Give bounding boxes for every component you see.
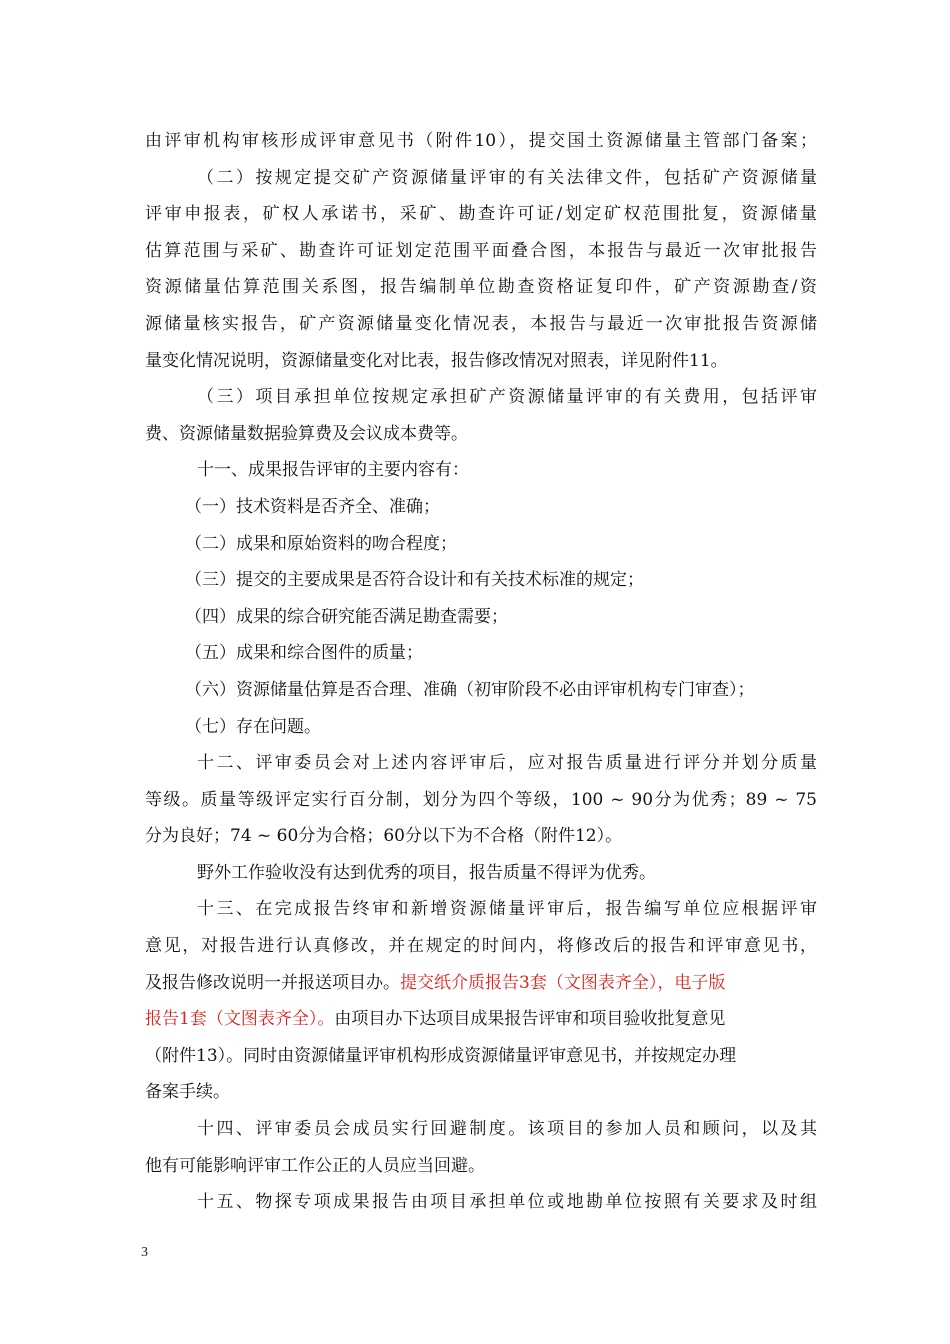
paragraph-line: 源储量核实报告，矿产资源储量变化情况表，本报告与最近一次审批报告资源储 (145, 313, 817, 334)
paragraph-line: 野外工作验收没有达到优秀的项目，报告质量不得评为优秀。 (197, 862, 656, 883)
paragraph-line: 他有可能影响评审工作公正的人员应当回避。 (145, 1155, 485, 1176)
paragraph-line: 十二、评审委员会对上述内容评审后，应对报告质量进行评分并划分质量 (197, 753, 817, 774)
paragraph-line (145, 1001, 817, 1038)
paragraph-line: 费、资源储量数据验算费及会议成本费等。 (145, 423, 468, 444)
list-item: （七）存在问题。 (185, 716, 321, 737)
paragraph-line: 分为良好；74 ~ 60分为合格；60分以下为不合格（附件12）。 (145, 826, 623, 847)
document-body (145, 123, 817, 1221)
paragraph-line (145, 965, 817, 1002)
list-item: （二）成果和原始资料的吻合程度； (185, 533, 457, 554)
paragraph-line: 估算范围与采矿、勘查许可证划定范围平面叠合图，本报告与最近一次审批报告 (145, 240, 817, 261)
paragraph-line: 评审申报表，矿权人承诺书，采矿、勘查许可证/划定矿权范围批复，资源储量 (145, 204, 817, 225)
paragraph-line: （二）按规定提交矿产资源储量评审的有关法律文件，包括矿产资源储量 (197, 167, 817, 188)
list-item: （一）技术资料是否齐全、准确； (185, 496, 440, 517)
plain-text: 由项目办下达项目成果报告评审和项目验收批复意见 (334, 1009, 726, 1030)
paragraph-line: 备案手续。 (145, 1082, 230, 1103)
paragraph-line: 等级。质量等级评定实行百分制，划分为四个等级，100 ~ 90分为优秀；89 ~ 75 (145, 789, 817, 810)
list-item: （五）成果和综合图件的质量； (185, 643, 423, 664)
paragraph-line: 十四、评审委员会成员实行回避制度。该项目的参加人员和顾问，以及其 (197, 1119, 817, 1140)
paragraph-line: （三）项目承担单位按规定承担矿产资源储量评审的有关费用，包括评审 (197, 387, 817, 408)
paragraph-line: 资源储量估算范围关系图，报告编制单位勘查资格证复印件，矿产资源勘查/资 (145, 277, 817, 298)
plain-text: 及报告修改说明一并报送项目办。 (145, 972, 400, 993)
paragraph-line: 十五、物探专项成果报告由项目承担单位或地勘单位按照有关要求及时组 (197, 1192, 817, 1213)
list-item: （六）资源储量估算是否合理、准确（初审阶段不必由评审机构专门审查）； (185, 679, 755, 700)
paragraph-line: 量变化情况说明，资源储量变化对比表，报告修改情况对照表，详见附件11。 (145, 350, 728, 371)
list-item: （四）成果的综合研究能否满足勘查需要； (185, 606, 508, 627)
paragraph-line: （附件13）。同时由资源储量评审机构形成资源储量评审意见书，并按规定办理 (145, 1045, 737, 1066)
section-heading: 十一、成果报告评审的主要内容有： (197, 460, 469, 481)
highlighted-text: 提交纸介质报告3套（文图表齐全），电子版 (400, 972, 726, 993)
paragraph-line: 十三、在完成报告终审和新增资源储量评审后，报告编写单位应根据评审 (197, 899, 817, 920)
paragraph-line: 意见，对报告进行认真修改，并在规定的时间内，将修改后的报告和评审意见书， (145, 936, 817, 957)
list-item: （三）提交的主要成果是否符合设计和有关技术标准的规定； (185, 570, 644, 591)
paragraph-line: 由评审机构审核形成评审意见书（附件10），提交国土资源储量主管部门备案； (145, 131, 817, 151)
page-number: 3 (141, 1245, 148, 1260)
highlighted-text: 报告1套（文图表齐全）。 (145, 1009, 335, 1030)
